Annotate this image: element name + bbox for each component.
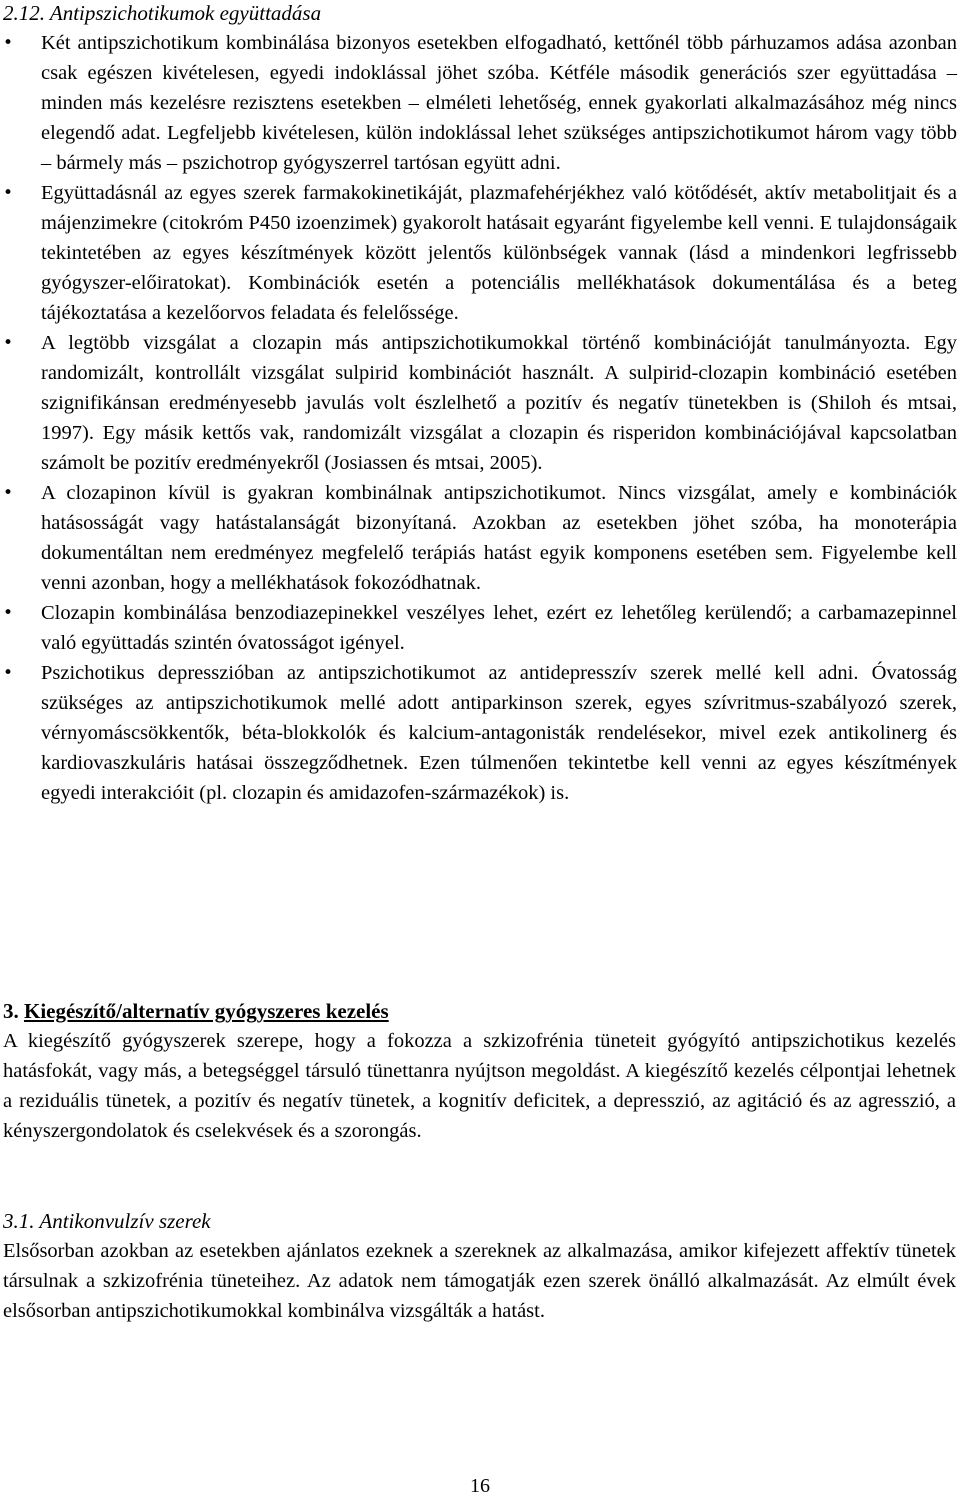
bullet-item [0, 328, 957, 478]
bullet-item [0, 28, 957, 178]
section-3-1-body: Elsősorban azokban az esetekben ajánlatos ezeknek a szereknek az alkalmazása, amikor kifejezett affektív tünetek társulnak a szkizofrénia tüneteihez. Az adatok nem támogatják ezen szerek önálló alkalmazását. Az elmúlt évek elsősorban antipszichotikumokkal kombinálva vizsgálták a hatást. [3, 1240, 956, 1322]
bullet-icon: • [3, 663, 14, 683]
bullet-item [0, 178, 957, 328]
bullet-text: Clozapin kombinálása benzodiazepinekkel veszélyes lehet, ezért ez lehetőleg kerülendő; a carbamazepinnel való együttadás szintén óvatosságot igényel. [41, 602, 957, 654]
section-3-number: 3. [3, 999, 19, 1023]
bullet-item [0, 658, 957, 808]
section-2-12-heading: 2.12. Antipszichotikumok együttadása [3, 1, 322, 25]
section-3-1 [3, 1206, 956, 1326]
bullet-icon: • [3, 183, 14, 203]
section-3-title: Kiegészítő/alternatív gyógyszeres kezelés [24, 999, 389, 1023]
page-number: 16 [470, 1475, 490, 1497]
bullet-text: A legtöbb vizsgálat a clozapin más antipszichotikumokkal történő kombinációját tanulmányozta. Egy randomizált, kontrollált vizsgálat sulpirid kombinációt használt. A sulpirid-clozapin kombináció esetében szignifikánsan eredményesebb javulás volt észlelhető a pozitív és negatív tünetekben is (Shiloh és mtsai, 1997). Egy másik kettős vak, randomizált vizsgálat a clozapin és risperidon kombinációjával kapcsolatban számolt be pozitív eredményekről (Josiassen és mtsai, 2005). [41, 332, 957, 474]
section-3-heading [3, 996, 956, 1026]
section-2-12-bullet-list [0, 28, 957, 808]
bullet-text: Pszichotikus depresszióban az antipszichotikumot az antidepresszív szerek mellé kell adni. Óvatosság szükséges az antipszichotikumok mellé adott antiparkinson szerek, egyes szívritmus-szabályozó szerek, vérnyomáscsökkentők, béta-blokkolók és kalcium-antagonisták rendelésekor, mivel ezek antikolinerg és kardiovaszkuláris hatásai összegződhetnek. Ezen túlmenően tekintetbe kell venni az egyes készítmények egyedi interakcióit (pl. clozapin és amidazofen-származékok) is. [41, 662, 957, 804]
bullet-item [0, 478, 957, 598]
bullet-text: A clozapinon kívül is gyakran kombinálnak antipszichotikumot. Nincs vizsgálat, amely e kombinációk hatásosságát vagy hatástalanságát bizonyítaná. Azokban az esetekben jöhet szóba, ha monoterápia dokumentáltan nem eredményez megfelelő terápiás hatást egyik komponens esetében sem. Figyelembe kell venni azonban, hogy a mellékhatások fokozódhatnak. [41, 482, 957, 594]
section-3 [3, 996, 956, 1146]
bullet-icon: • [3, 33, 14, 53]
section-3-body: A kiegészítő gyógyszerek szerepe, hogy a fokozza a szkizofrénia tüneteit gyógyító antipszichotikus kezelés hatásfokát, vagy más, a betegséggel társuló tünettanra nyújtson megoldást. A kiegészítő kezelés célpontjai lehetnek a reziduális tünetek, a pozitív és negatív tünetek, a kognitív deficitek, a depresszió, az agitáció és az agresszió, a kényszergondolatok és cselekvések és a szorongás. [3, 1030, 956, 1142]
bullet-icon: • [3, 333, 14, 353]
section-3-1-heading: 3.1. Antikonvulzív szerek [3, 1209, 211, 1233]
bullet-item [0, 598, 957, 658]
bullet-icon: • [3, 483, 14, 503]
bullet-text: Két antipszichotikum kombinálása bizonyos esetekben elfogadható, kettőnél több párhuzamos adása azonban csak egészen kivételesen, egyedi indoklással jöhet szóba. Kétféle második generációs szer együttadása – minden más kezelésre rezisztens esetekben – elméleti lehetőség, ennek gyakorlati alkalmazásához még nincs elegendő adat. Legfeljebb kivételesen, külön indoklással lehet szükséges antipszichotikumot három vagy több – bármely más – pszichotrop gyógyszerrel tartósan együtt adni. [41, 32, 957, 174]
bullet-icon: • [3, 603, 14, 623]
bullet-text: Együttadásnál az egyes szerek farmakokinetikáját, plazmafehérjékhez való kötődését, aktív metabolitjait és a májenzimekre (citokróm P450 izoenzimek) gyakorolt hatásait egyaránt figyelembe kell venni. E tulajdonságaik tekintetében az egyes készítmények között jelentős különbségek vannak (lásd a mindenkori legfrissebb gyógyszer-előiratokat). Kombinációk esetén a potenciális mellékhatások dokumentálása és a beteg tájékoztatása a kezelőorvos feladata és felelőssége. [41, 182, 957, 324]
